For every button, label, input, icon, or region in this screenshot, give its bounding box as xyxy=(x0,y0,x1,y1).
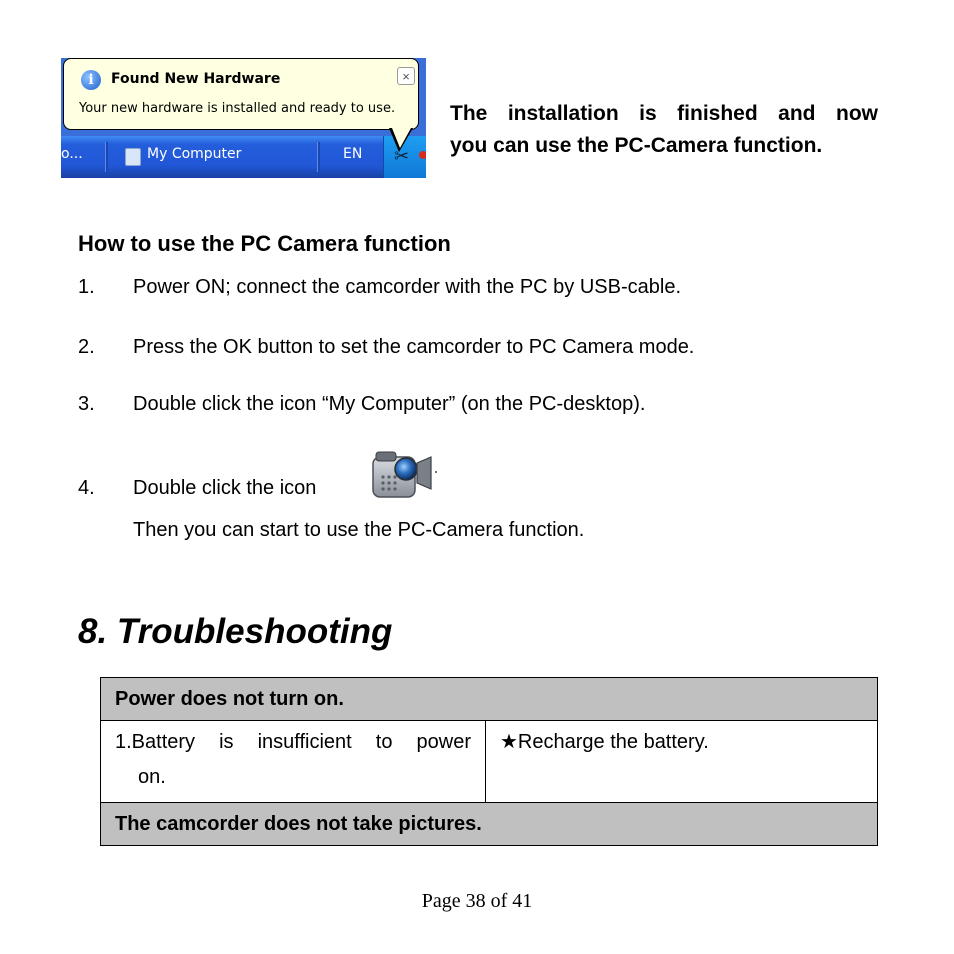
balloon-tail-fill xyxy=(392,128,411,148)
notification-balloon[interactable] xyxy=(63,58,419,130)
howto-heading: How to use the PC Camera function xyxy=(78,231,451,256)
step-number: 1. xyxy=(78,276,95,298)
step-text: Press the OK button to set the camcorder to PC Camera mode. xyxy=(133,336,695,358)
balloon-text: Your new hardware is installed and ready to use. xyxy=(79,101,396,116)
taskbar-separator xyxy=(105,142,108,172)
taskbar-item-left[interactable]: o... xyxy=(61,146,83,162)
step-number: 3. xyxy=(78,393,95,415)
step-text: Double click the icon “My Computer” (on the PC-desktop). xyxy=(133,393,646,415)
info-icon: i xyxy=(81,70,101,90)
taskbar-separator xyxy=(317,142,320,172)
step-text: Double click the icon xyxy=(133,477,317,499)
page-number: Page 38 of 41 xyxy=(421,890,533,912)
problem-header: The camcorder does not take pictures. xyxy=(101,803,878,846)
language-indicator[interactable]: EN xyxy=(343,146,363,162)
taskbar-item-my-computer[interactable]: My Computer xyxy=(147,146,242,162)
taskbar xyxy=(61,136,426,178)
step-text: Power ON; connect the camcorder with the PC by USB-cable. xyxy=(133,276,682,298)
tray-alert-icon xyxy=(419,151,426,159)
cause-line-2: on. xyxy=(138,766,166,788)
step-number: 4. xyxy=(78,477,95,499)
table-row xyxy=(101,721,878,803)
table-row xyxy=(101,678,878,721)
troubleshooting-heading: 8. Troubleshooting xyxy=(78,612,393,651)
solution-cell: ★Recharge the battery. xyxy=(486,721,878,803)
balloon-title: Found New Hardware xyxy=(111,71,281,87)
table-row xyxy=(101,803,878,846)
safely-remove-hardware-icon[interactable]: ✂ xyxy=(394,146,410,166)
problem-header: Power does not turn on. xyxy=(101,678,878,721)
step-continuation: Then you can start to use the PC-Camera function. xyxy=(133,519,585,541)
cause-cell xyxy=(101,721,486,803)
step-number: 2. xyxy=(78,336,95,358)
troubleshooting-table xyxy=(100,677,878,846)
found-new-hardware-screenshot xyxy=(61,58,426,178)
cause-line-1: 1.Battery is insufficient to power xyxy=(115,731,471,753)
my-computer-icon xyxy=(125,148,141,166)
intro-line-2: you can use the PC-Camera function. xyxy=(450,134,823,157)
close-icon[interactable]: × xyxy=(397,67,415,85)
installation-finished-text xyxy=(450,98,878,162)
intro-line-1: The installation is finished and now xyxy=(450,102,878,125)
camcorder-icon xyxy=(371,449,439,505)
